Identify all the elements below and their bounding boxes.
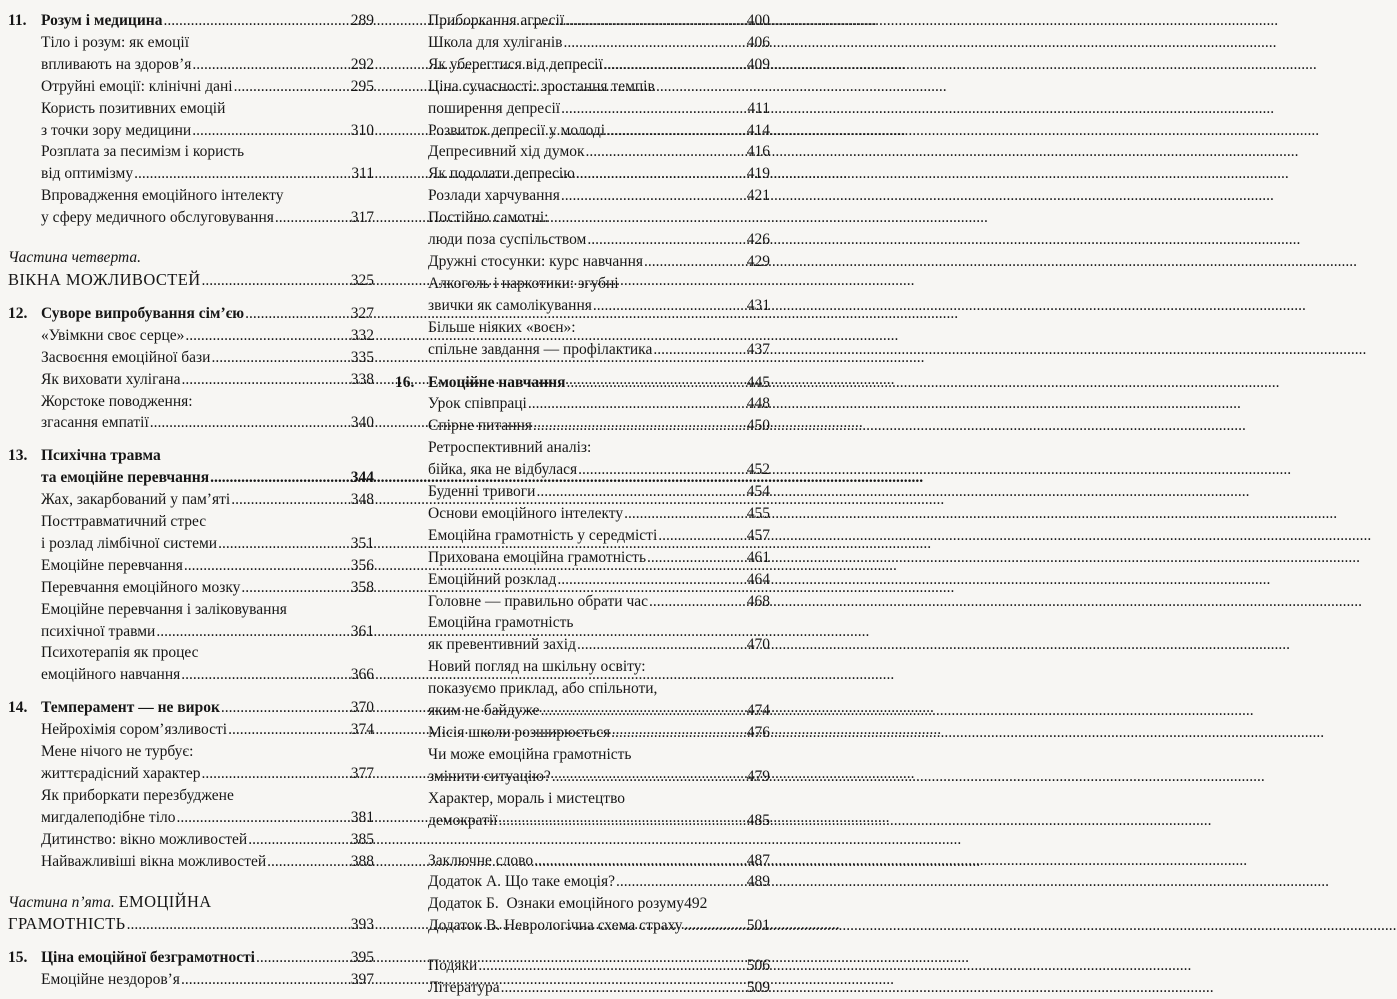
page-number: 452	[746, 461, 770, 479]
page-number: 310	[350, 121, 374, 139]
toc-entry[interactable]: Емоційна грамотність у середмісті ..... 457	[428, 525, 770, 547]
page-number: 377	[350, 765, 374, 782]
toc-chapter-14[interactable]	[8, 697, 374, 719]
page-number: 489	[746, 873, 770, 891]
page-number: 409	[746, 55, 770, 73]
page-number: 348	[350, 491, 374, 509]
page-number: 454	[746, 483, 770, 501]
toc-entry-line: Тіло і розум: як емоції	[41, 33, 190, 51]
toc-entry[interactable]: Подяки ..... 506	[428, 955, 770, 977]
chapter-number: 12.	[8, 304, 28, 322]
toc-entry[interactable]: Основи емоційного інтелекту ..... 455	[428, 503, 770, 525]
page-number: 457	[746, 526, 770, 544]
chapter-title: Емоційне навчання	[428, 373, 566, 391]
toc-entry[interactable]: у сферу медичного обслуговування ..... 317	[8, 207, 374, 229]
page-number: 426	[746, 231, 770, 249]
toc-entry[interactable]: Головне — правильно обрати час ..... 468	[428, 591, 770, 613]
toc-entry[interactable]: Як виховати хулігана ..... 338	[8, 369, 374, 391]
toc-entry-line: Ціна сучасності: зростання темпів	[428, 77, 655, 95]
page-number: 311	[351, 165, 374, 183]
page-number: 332	[350, 326, 374, 344]
toc-entry[interactable]: Додаток В. Неврологічна схема страху ..... 501	[428, 915, 770, 937]
part-label: Частина п’ята.	[8, 893, 115, 911]
toc-entry[interactable]: Дружні стосунки: курс навчання ..... 429	[428, 251, 770, 273]
toc-entry-line: показуємо приклад, або спільноти,	[428, 680, 658, 698]
page-number: 485	[746, 811, 770, 829]
page-number: 464	[746, 570, 770, 588]
part-5-heading	[8, 891, 374, 914]
page-number: 335	[350, 348, 374, 366]
page-number: 292	[350, 55, 374, 73]
toc-entry[interactable]: Розвиток депресії у молоді ..... 414	[428, 120, 770, 142]
toc-entry-line: Емоційна грамотність	[428, 614, 574, 632]
page-number: 400	[746, 12, 770, 29]
page-number: 492	[684, 895, 708, 913]
page-number: 461	[746, 548, 770, 566]
toc-entry[interactable]: Приборкання агресії ..... 400	[428, 10, 770, 32]
page-number: 344	[350, 469, 374, 487]
toc-chapter-13[interactable]: та емоційне перевчання ..... 344	[8, 467, 374, 489]
page-number: 338	[350, 370, 374, 388]
toc-entry[interactable]: люди поза суспільством ..... 426	[428, 229, 770, 251]
chapter-title: Ціна емоційної безграмотності	[41, 949, 255, 967]
part-title: ЕМОЦІЙНА	[118, 891, 212, 911]
page-number: 414	[746, 121, 770, 139]
page-number: 327	[350, 304, 374, 322]
toc-entry[interactable]: Урок співпраці ..... 448	[428, 393, 770, 415]
toc-entry[interactable]: Прихована емоційна грамотність ..... 461	[428, 547, 770, 569]
toc-entry[interactable]: Як уберегтися від депресії ..... 409	[428, 54, 770, 76]
page-number: 506	[746, 957, 770, 975]
page-number: 416	[746, 143, 770, 161]
toc-entry[interactable]: Нейрохімія сором’язливості ..... 374	[8, 719, 374, 741]
part-label: Частина четверта.	[8, 249, 141, 267]
page-number: 429	[746, 252, 770, 270]
page-number: 501	[746, 917, 770, 935]
page-number: 361	[350, 622, 374, 640]
page-number: 366	[350, 666, 374, 684]
toc-entry-line: Емоційне перевчання і заліковування	[41, 600, 287, 618]
page-number: 411	[747, 99, 770, 117]
page-number: 356	[350, 556, 374, 574]
toc-entry[interactable]: Засвоєння емоційної бази ..... 335	[8, 347, 374, 369]
page-number: 421	[746, 187, 770, 205]
toc-entry[interactable]: поширення депресії ..... 411	[428, 98, 770, 120]
toc-part-5[interactable]	[8, 913, 374, 936]
page-number: 437	[746, 340, 770, 358]
page-number: 351	[350, 534, 374, 552]
toc-entry[interactable]: Буденні тривоги ..... 454	[428, 481, 770, 503]
page-number: 431	[746, 296, 770, 314]
toc-entry[interactable]: життєрадісний характер ..... 377	[8, 763, 374, 785]
toc-entry-line: Користь позитивних емоцій	[41, 99, 226, 117]
chapter-number: 13.	[8, 447, 28, 465]
toc-part-4[interactable]	[8, 269, 374, 292]
page-number: 381	[350, 808, 374, 826]
toc-entry[interactable]: з точки зору медицини ..... 310	[8, 120, 374, 142]
part-title-cont: ГРАМОТНІСТЬ	[8, 914, 126, 934]
chapter-title: Темперамент — не вирок	[41, 699, 220, 717]
toc-entry[interactable]: Жах, закарбований у пам’яті ..... 348	[8, 489, 374, 511]
page-number: 370	[350, 699, 374, 717]
toc-entry[interactable]: «Увімкни своє серце» ..... 332	[8, 325, 374, 347]
toc-entry[interactable]: спільне завдання — профілактика ..... 437	[428, 339, 770, 361]
page-number: 406	[746, 33, 770, 51]
toc-right-column	[395, 10, 770, 999]
page-number: 388	[350, 852, 374, 870]
toc-entry[interactable]: Емоційний розклад ..... 464	[428, 569, 770, 591]
toc-entry[interactable]: психічної травми ..... 361	[8, 621, 374, 643]
page-number: 397	[350, 971, 374, 989]
toc-entry[interactable]: демократії ..... 485	[428, 810, 770, 832]
toc-entry[interactable]: Емоційне нездоров’я ..... 397	[8, 969, 374, 991]
toc-entry[interactable]: як превентивний захід ..... 470	[428, 634, 770, 656]
toc-entry-line: Ретроспективний аналіз:	[428, 439, 592, 457]
chapter-number: 11.	[8, 12, 27, 29]
toc-left-column	[8, 10, 374, 991]
toc-entry[interactable]: Депресивний хід думок ..... 416	[428, 141, 770, 163]
page-number: 374	[350, 721, 374, 739]
page-number: 419	[746, 165, 770, 183]
chapter-title: Психічна травма	[41, 447, 161, 465]
toc-entry[interactable]: бійка, яка не відбулася ..... 452	[428, 459, 770, 481]
toc-entry[interactable]: Додаток А. Що таке емоція? ..... 489	[428, 871, 770, 893]
toc-entry[interactable]: Заключне слово ..... 487	[428, 850, 770, 872]
toc-entry-line: Як приборкати перезбуджене	[41, 786, 234, 804]
toc-entry[interactable]: і розлад лімбічної системи ..... 351	[8, 533, 374, 555]
toc-entry-line: Алкоголь і наркотики: згубні	[428, 274, 619, 292]
toc-entry[interactable]: Емоційне перевчання ..... 356	[8, 555, 374, 577]
page-number: 340	[350, 414, 374, 432]
page-number: 325	[350, 271, 374, 289]
toc-entry-line: Більше ніяких «воєн»:	[428, 318, 576, 336]
toc-entry-line: Розплата за песимізм і користь	[41, 143, 245, 161]
page-number: 448	[746, 395, 770, 413]
page-number: 476	[746, 724, 770, 741]
toc-entry[interactable]: Література ..... 509	[428, 977, 770, 999]
toc-entry-line: Впровадження емоційного інтелекту	[41, 187, 284, 205]
toc-entry[interactable]: Додаток Б. Ознаки емоційного розуму 492	[428, 893, 770, 915]
toc-entry-line: Новий погляд на шкільну освіту:	[428, 658, 646, 676]
toc-entry[interactable]: згасання емпатії ..... 340	[8, 412, 374, 434]
page-number: 395	[350, 949, 374, 967]
toc-entry-line: Посттравматичний стрес	[41, 513, 207, 531]
page-number: 468	[746, 592, 770, 610]
toc-entry-line: Жорстоке поводження:	[41, 392, 193, 410]
toc-entry[interactable]: Отруйні емоції: клінічні дані ..... 295	[8, 76, 374, 98]
page-number: 358	[350, 578, 374, 596]
toc-entry[interactable]: Школа для хуліганів ..... 406	[428, 32, 770, 54]
page-number: 474	[746, 702, 770, 720]
page-number: 289	[350, 12, 374, 29]
page-number: 470	[746, 636, 770, 654]
toc-entry-line: Характер, мораль і мистецтво	[428, 789, 626, 807]
toc-entry[interactable]: від оптимізму ..... 311	[8, 163, 374, 185]
toc-chapter-12[interactable]	[8, 303, 374, 325]
toc-entry[interactable]: Спірне питання ..... 450	[428, 415, 770, 437]
toc-entry[interactable]: Як подолати депресію ..... 419	[428, 163, 770, 185]
toc-entry[interactable]: змінити ситуацію? ..... 479	[428, 766, 770, 788]
chapter-number: 14.	[8, 699, 28, 717]
toc-entry[interactable]: Місія школи розширюється ..... 476	[428, 722, 770, 744]
toc-entry[interactable]: Перевчання емоційного мозку ..... 358	[8, 577, 374, 599]
page-number: 450	[746, 417, 770, 435]
chapter-title: Суворе випробування сім’єю	[41, 304, 245, 322]
page-number: 445	[746, 373, 770, 391]
toc-entry[interactable]: звички як самолікування ..... 431	[428, 295, 770, 317]
toc-entry-line: Чи може емоційна грамотність	[428, 745, 632, 763]
page-number: 393	[350, 916, 374, 934]
toc-entry[interactable]: Найважливіші вікна можливостей ..... 388	[8, 851, 374, 873]
toc-entry[interactable]: Дитинство: вікно можливостей ..... 385	[8, 829, 374, 851]
chapter-number: 16.	[395, 373, 415, 391]
page-number: 479	[746, 767, 770, 785]
toc-chapter-13-line	[8, 445, 374, 467]
toc-entry[interactable]: впливають на здоров’я ..... 292	[8, 54, 374, 76]
toc-entry-line: Мене нічого не турбує:	[41, 743, 194, 761]
chapter-title: Розум і медицина	[41, 12, 163, 29]
page-number: 385	[350, 830, 374, 848]
chapter-number: 15.	[8, 949, 28, 967]
page-number: 509	[746, 979, 770, 997]
toc-entry-line: Психотерапія як процес	[41, 644, 199, 662]
toc-entry[interactable]: Розлади харчування ..... 421	[428, 185, 770, 207]
page-number: 317	[350, 209, 374, 227]
page-number: 295	[350, 77, 374, 95]
page-number: 487	[746, 851, 770, 869]
part-title: ВІКНА МОЖЛИВОСТЕЙ	[8, 269, 201, 289]
toc-entry[interactable]: емоційного навчання ..... 366	[8, 664, 374, 686]
toc-chapter-15[interactable]	[8, 947, 374, 969]
toc-entry[interactable]: мигдалеподібне тіло ..... 381	[8, 807, 374, 829]
toc-chapter-11[interactable]	[8, 10, 374, 32]
toc-entry[interactable]: яким не байдуже ..... 474	[428, 700, 770, 722]
page-number: 455	[746, 504, 770, 522]
toc-entry-line: Постійно самотні:	[428, 209, 549, 227]
toc-chapter-16[interactable]	[395, 372, 770, 394]
